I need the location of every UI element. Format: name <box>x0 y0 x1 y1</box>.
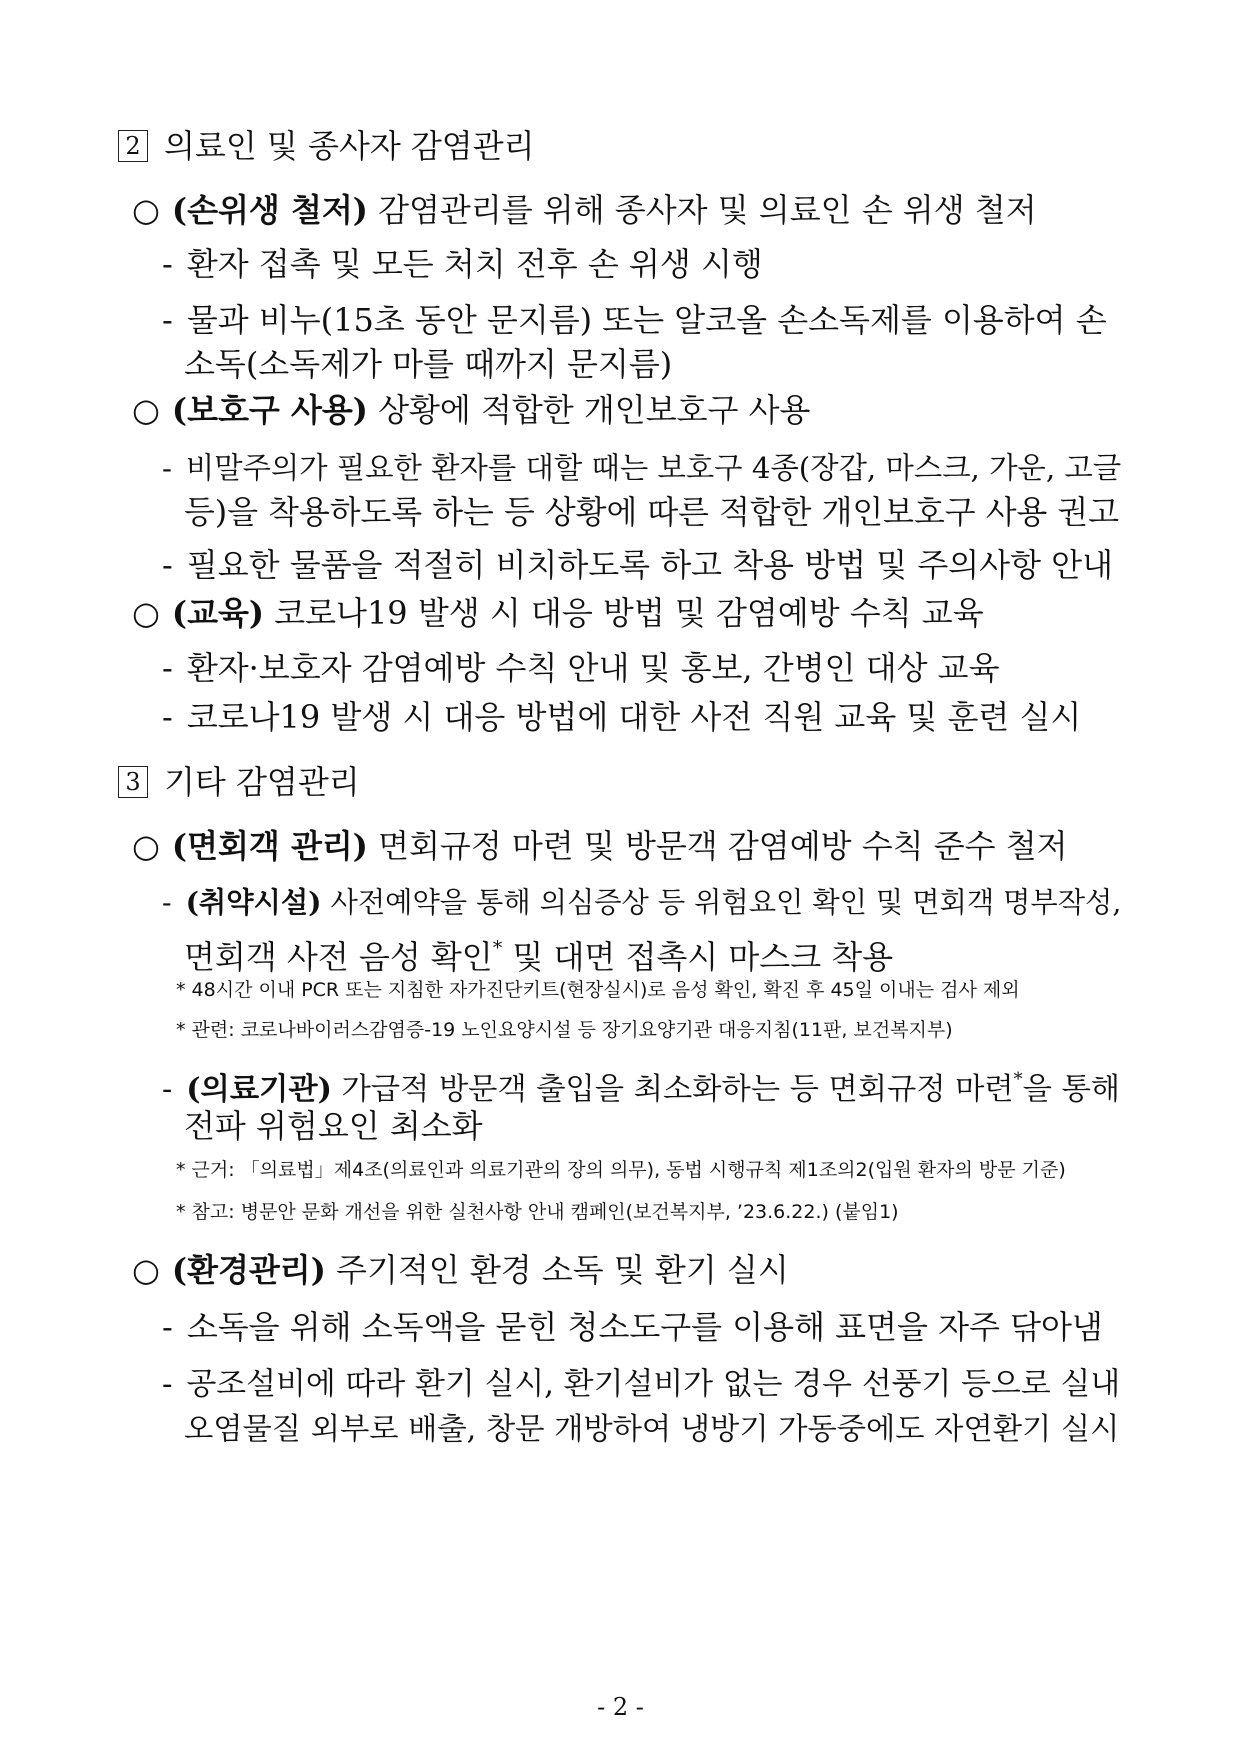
section-number-box: 3 <box>118 766 148 798</box>
sub-item-continuation: 전파 위험요인 최소화 <box>184 1107 483 1145</box>
continuation-text: 및 대면 접촉시 마스크 착용 <box>512 938 894 976</box>
sub-item-text: 코로나19 발생 시 대응 방법에 대한 사전 직원 교육 및 훈련 실시 <box>186 698 1082 736</box>
bullet-text: 코로나19 발생 시 대응 방법 및 감염예방 수칙 교육 <box>274 594 984 632</box>
footnote: * 근거: 「의료법」제4조(의료인과 의료기관의 장의 의무), 동법 시행규칙 제1조의2(입원 환자의 방문 기준) <box>176 1159 1066 1181</box>
dash-marker: - <box>162 649 173 687</box>
dash-marker: - <box>162 1366 173 1402</box>
sub-item <box>162 1307 1103 1347</box>
sub-item <box>162 1364 1120 1404</box>
continuation-text: 면회객 사전 음성 확인 <box>184 938 493 976</box>
dash-marker: - <box>162 451 172 485</box>
sub-item-text: 을 통해 <box>1022 1072 1120 1107</box>
bullet-heading: (환경관리) <box>171 1251 326 1289</box>
bullet-text: 주기적인 환경 소독 및 환기 실시 <box>336 1251 789 1289</box>
bullet-protective-equipment <box>132 390 810 430</box>
sub-item-continuation: 소독(소독제가 마를 때까지 문지름) <box>184 345 673 383</box>
dash-marker: - <box>162 1308 173 1346</box>
sub-item-text: 소독을 위해 소독액을 묻힌 청소도구를 이용해 표면을 자주 닦아냄 <box>186 1308 1103 1346</box>
sub-item <box>162 300 1107 340</box>
bullet-text: 감염관리를 위해 종사자 및 의료인 손 위생 철저 <box>378 191 1037 229</box>
bullet-heading: (손위생 철저) <box>171 191 368 229</box>
dash-marker: - <box>162 546 173 584</box>
bullet-environment-management <box>132 1250 789 1290</box>
bullet-heading: (면회객 관리) <box>171 827 368 865</box>
sub-item <box>162 648 1000 688</box>
footnote-mark: * <box>1013 1069 1023 1090</box>
sub-item-text: 물과 비누(15초 동안 문지름) 또는 알코올 손소독제를 이용하여 손 <box>186 301 1107 339</box>
bullet-education <box>132 593 984 633</box>
sub-item <box>162 882 1121 923</box>
section-title: 의료인 및 종사자 감염관리 <box>164 127 535 165</box>
footnote: * 48시간 이내 PCR 또는 지침한 자가진단키트(현장실시)로 음성 확인, 확진 후 45일 이내는 검사 제외 <box>176 979 1020 1001</box>
circle-bullet-icon: ○ <box>132 1251 160 1289</box>
dash-marker: - <box>162 698 173 736</box>
bullet-text: 상황에 적합한 개인보호구 사용 <box>378 391 811 429</box>
sub-item-text: 사전예약을 통해 의심증상 등 위험요인 확인 및 면회객 명부작성, <box>330 886 1122 919</box>
sub-item-continuation <box>184 928 893 977</box>
sub-item <box>162 244 763 284</box>
sub-item-continuation: 오염물질 외부로 배출, 창문 개방하여 냉방기 가동중에도 자연환기 실시 <box>184 1412 1120 1447</box>
footnote: * 참고: 병문안 문화 개선을 위한 실천사항 안내 캠페인(보건복지부, ’23.6.22.) (붙임1) <box>176 1201 899 1223</box>
section-3-heading <box>118 762 360 802</box>
dash-marker: - <box>162 886 172 919</box>
dash-marker: - <box>162 245 173 283</box>
circle-bullet-icon: ○ <box>132 594 160 632</box>
sub-item-text: 필요한 물품을 적절히 비치하도록 하고 착용 방법 및 주의사항 안내 <box>186 546 1113 584</box>
sub-item <box>162 1060 1120 1110</box>
bullet-heading: (교육) <box>171 594 265 632</box>
circle-bullet-icon: ○ <box>132 827 160 865</box>
sub-item-text: 가급적 방문객 출입을 최소화하는 등 면회규정 마련 <box>341 1072 1014 1107</box>
page-number: - 2 - <box>597 1693 644 1721</box>
bullet-text: 면회규정 마련 및 방문객 감염예방 수칙 준수 철저 <box>378 827 1068 865</box>
circle-bullet-icon: ○ <box>132 191 160 229</box>
sub-item-text: 환자·보호자 감염예방 수칙 안내 및 홍보, 간병인 대상 교육 <box>186 649 1000 687</box>
sub-item-text: 비말주의가 필요한 환자를 대할 때는 보호구 4종(장갑, 마스크, 가운, 고글 <box>185 451 1122 485</box>
dash-marker: - <box>162 1072 173 1107</box>
section-title: 기타 감염관리 <box>164 763 360 801</box>
bullet-visitor-management <box>132 826 1068 866</box>
bullet-heading: (보호구 사용) <box>171 391 368 429</box>
sub-item <box>162 448 1121 488</box>
section-number-box: 2 <box>118 130 148 162</box>
sub-item-heading: (의료기관) <box>186 1072 332 1107</box>
bullet-hand-hygiene <box>132 190 1037 230</box>
sub-item-heading: (취약시설) <box>185 885 322 919</box>
sub-item-text: 환자 접촉 및 모든 처치 전후 손 위생 시행 <box>186 245 763 283</box>
circle-bullet-icon: ○ <box>132 391 160 429</box>
section-2-heading <box>118 126 535 166</box>
sub-item <box>162 545 1113 585</box>
footnote-mark: * <box>492 937 503 959</box>
sub-item-continuation: 등)을 착용하도록 하는 등 상황에 따른 적합한 개인보호구 사용 권고 <box>184 493 1119 531</box>
sub-item-text: 공조설비에 따라 환기 실시, 환기설비가 없는 경우 선풍기 등으로 실내 <box>186 1366 1121 1402</box>
dash-marker: - <box>162 301 173 339</box>
footnote: * 관련: 코로나바이러스감염증-19 노인요양시설 등 장기요양기관 대응지침(11판, 보건복지부) <box>176 1019 953 1041</box>
sub-item <box>162 697 1081 737</box>
